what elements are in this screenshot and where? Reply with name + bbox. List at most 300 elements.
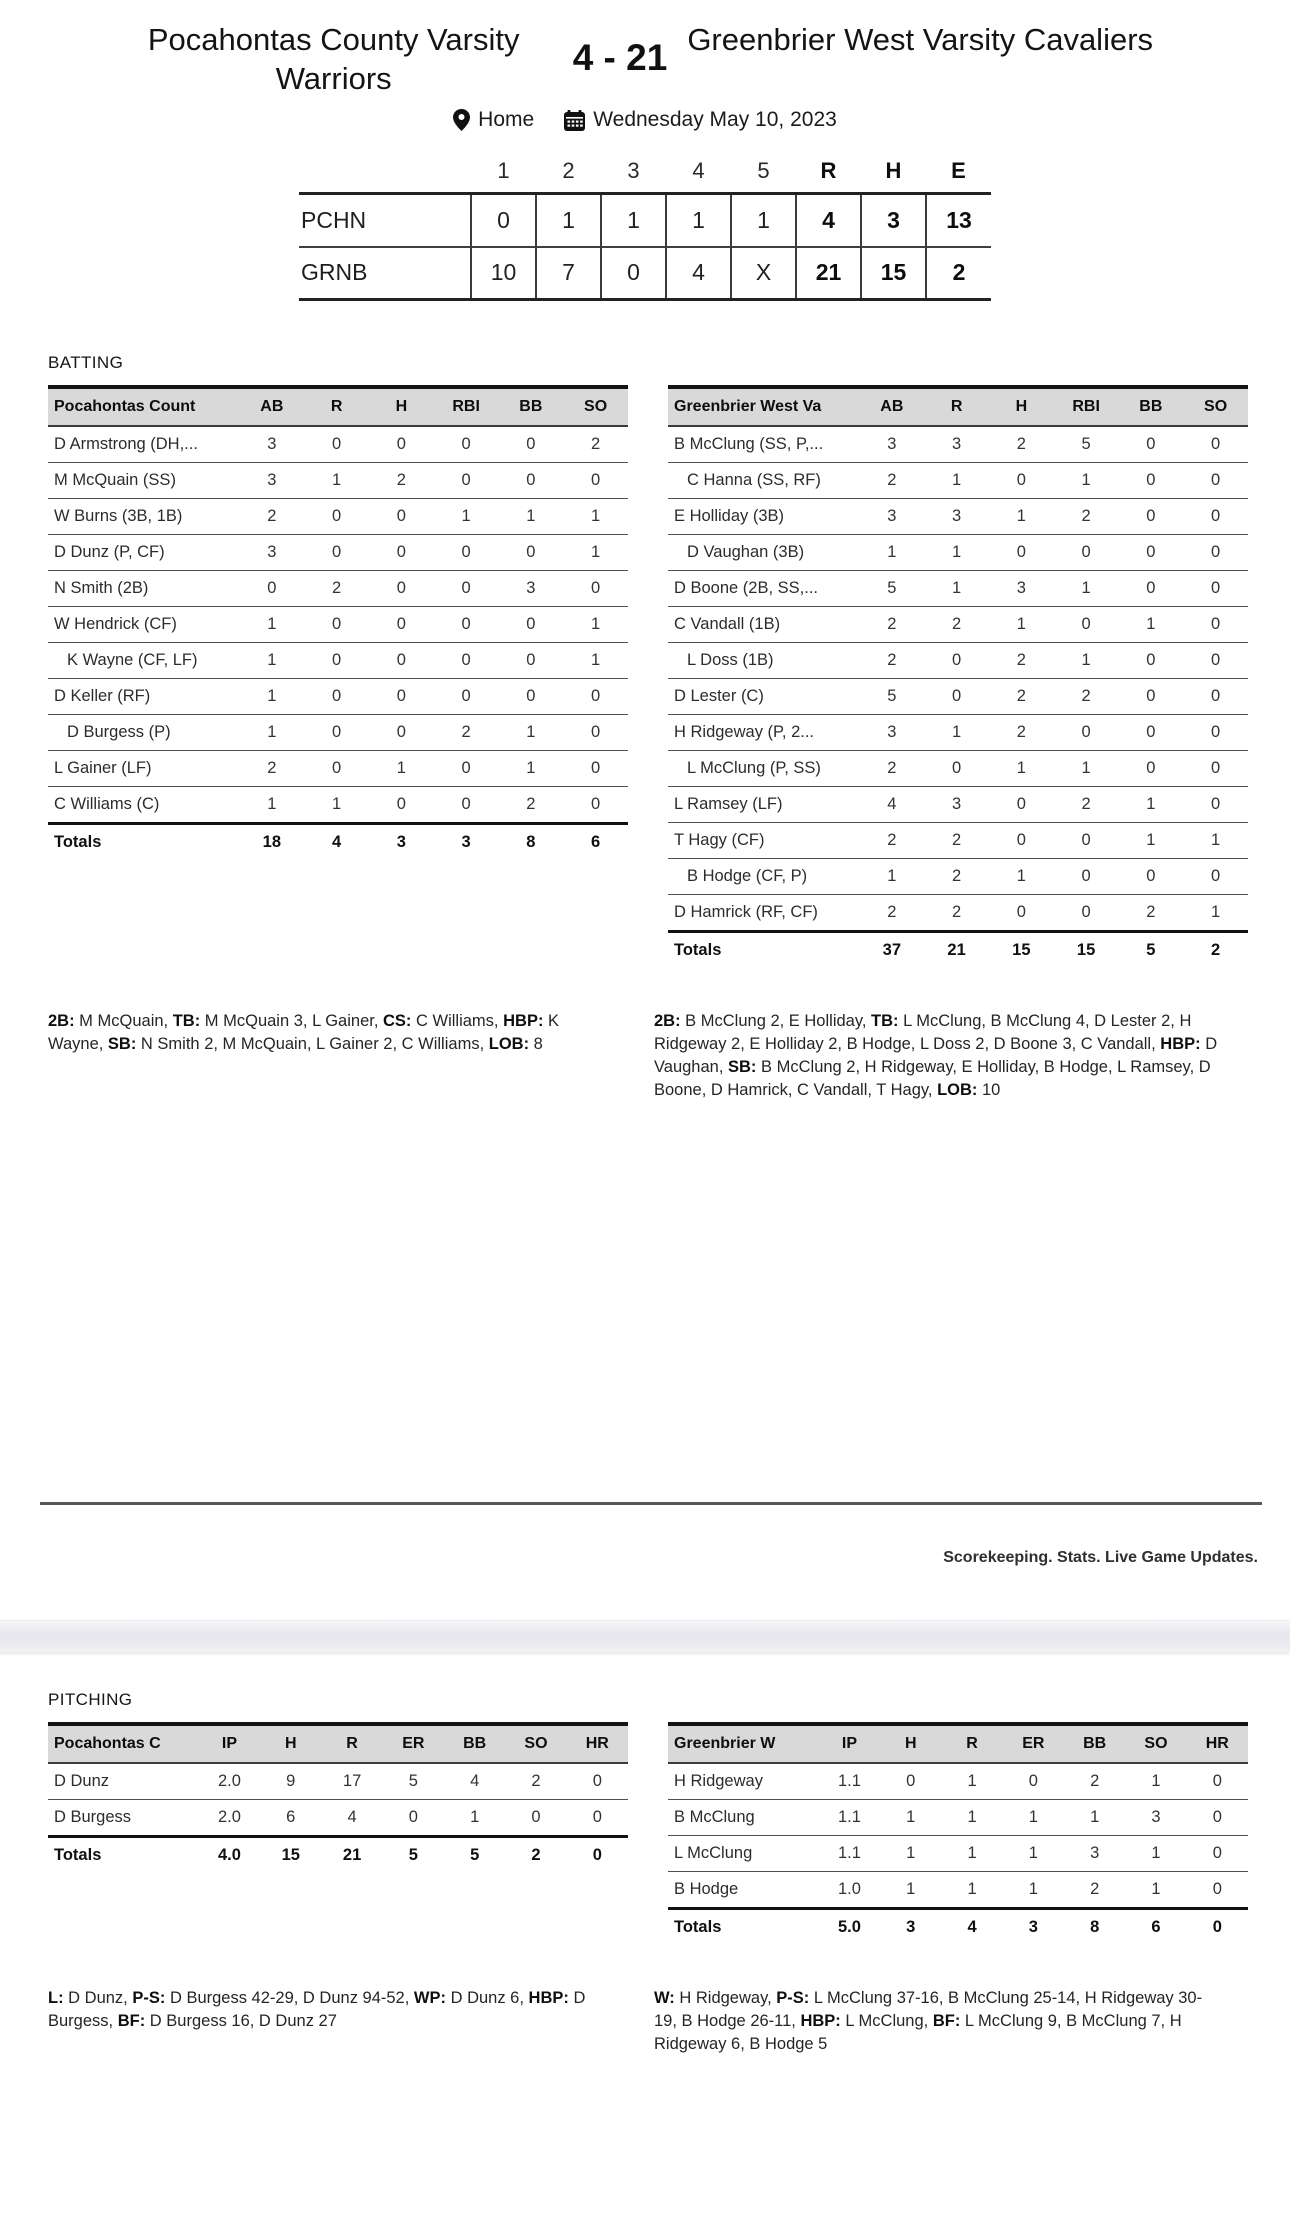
stat-cell: 3 bbox=[887, 723, 897, 741]
stat-cell: 0 bbox=[1016, 831, 1026, 849]
app-tagline: Scorekeeping. Stats. Live Game Updates. bbox=[943, 1549, 1258, 1566]
stat-cell: 1 bbox=[332, 795, 342, 813]
player-row bbox=[48, 787, 628, 824]
linescore-cell: 7 bbox=[536, 247, 601, 300]
player-name-cell: D Hamrick (RF, CF) bbox=[674, 903, 818, 921]
stat-cell: 0 bbox=[1211, 435, 1221, 453]
stat-cell: 1 bbox=[591, 615, 601, 633]
stat-cell: 0 bbox=[1016, 471, 1026, 489]
stat-cell: 0 bbox=[396, 687, 406, 705]
stat-cell: 0 bbox=[461, 651, 471, 669]
player-row bbox=[48, 679, 628, 715]
stat-cell: 21 bbox=[342, 1846, 362, 1864]
linescore-col-header: E bbox=[951, 158, 966, 183]
stat-cell: 0 bbox=[531, 1808, 541, 1826]
stat-cell: 1.0 bbox=[838, 1880, 861, 1898]
stat-cell: 0 bbox=[461, 615, 471, 633]
pitching-away-col bbox=[48, 1722, 628, 1945]
totals-row bbox=[668, 932, 1248, 969]
column-header: H bbox=[904, 1735, 917, 1752]
linescore-cell: 4 bbox=[796, 194, 861, 247]
player-name-cell: W Burns (3B, 1B) bbox=[54, 507, 183, 525]
away-team-name: Pocahontas County Varsity Warriors bbox=[147, 22, 520, 96]
pitching-notes-home: W: H Ridgeway, P-S: L McClung 37-16, B McClung 25-14, H Ridgeway 30-19, B Hodge 26-11, HBP: L McClung, BF: L McClung 9, B McClung 7, H Ridgeway 6, B Hodge 5 bbox=[654, 1989, 1203, 2053]
stat-cell: 0 bbox=[461, 471, 471, 489]
player-name-cell: C Williams (C) bbox=[54, 795, 160, 813]
player-name-cell: D Vaughan (3B) bbox=[687, 543, 805, 561]
stat-cell: 0 bbox=[1016, 903, 1026, 921]
player-name-cell: H Ridgeway bbox=[674, 1772, 763, 1790]
player-row bbox=[668, 426, 1248, 463]
stat-cell: 1 bbox=[967, 1772, 977, 1790]
stat-cell: 0 bbox=[591, 579, 601, 597]
stat-cell: 0 bbox=[1146, 435, 1156, 453]
page-break-band bbox=[0, 1620, 1290, 1652]
stat-cell: 3 bbox=[267, 471, 277, 489]
stat-cell: 0 bbox=[332, 759, 342, 777]
stat-cell: 1 bbox=[967, 1880, 977, 1898]
stat-cell: 0 bbox=[396, 651, 406, 669]
player-name-cell: N Smith (2B) bbox=[54, 579, 149, 597]
player-name-cell: D Burgess (P) bbox=[67, 723, 171, 741]
player-row bbox=[668, 823, 1248, 859]
linescore-cell: 1 bbox=[731, 194, 796, 247]
stat-cell: 0 bbox=[396, 579, 406, 597]
stat-cell: 1 bbox=[526, 723, 536, 741]
location-label: Home bbox=[478, 108, 535, 131]
stat-cell: 0 bbox=[1211, 579, 1221, 597]
stat-cell: 0 bbox=[461, 579, 471, 597]
stat-cell: 0 bbox=[952, 759, 962, 777]
column-header: R bbox=[950, 398, 963, 415]
stat-cell: 1 bbox=[267, 795, 277, 813]
stat-cell: 1 bbox=[1081, 471, 1091, 489]
stat-cell: 2 bbox=[1016, 651, 1026, 669]
note-stat-label: L: bbox=[48, 1989, 64, 2007]
stat-cell: 2 bbox=[887, 903, 897, 921]
stat-cell: 1 bbox=[967, 1844, 977, 1862]
stat-cell: 1 bbox=[1211, 903, 1221, 921]
stat-cell: 1 bbox=[1146, 795, 1156, 813]
stat-cell: 0 bbox=[1146, 579, 1156, 597]
linescore-col-header: 2 bbox=[562, 158, 575, 183]
column-header: BB bbox=[463, 1735, 487, 1752]
note-stat-label: WP: bbox=[413, 1989, 446, 2007]
player-row bbox=[668, 499, 1248, 535]
column-header: IP bbox=[841, 1735, 858, 1752]
player-row bbox=[668, 571, 1248, 607]
batting-table-away bbox=[48, 385, 628, 860]
stat-cell: 1 bbox=[267, 723, 277, 741]
player-row bbox=[668, 607, 1248, 643]
stat-cell: 0 bbox=[1211, 471, 1221, 489]
stat-cell: 0 bbox=[332, 723, 342, 741]
player-name-cell: H Ridgeway (P, 2... bbox=[674, 723, 815, 741]
stat-cell: 1 bbox=[526, 507, 536, 525]
date-label: Wednesday May 10, 2023 bbox=[593, 108, 837, 131]
stat-cell: 0 bbox=[396, 435, 406, 453]
stat-cell: 1 bbox=[1081, 651, 1091, 669]
stat-cell: 0 bbox=[396, 795, 406, 813]
linescore-row bbox=[299, 194, 991, 247]
stat-cell: 2.0 bbox=[218, 1808, 241, 1826]
stat-cell: 1 bbox=[267, 687, 277, 705]
stat-cell: 1 bbox=[1016, 507, 1026, 525]
pitching-table-away bbox=[48, 1722, 628, 1873]
note-stat-label: BF: bbox=[117, 2012, 146, 2030]
column-header: H bbox=[1015, 398, 1028, 415]
linescore-cell: 1 bbox=[536, 194, 601, 247]
stat-cell: 0 bbox=[591, 687, 601, 705]
player-name-cell: B Hodge bbox=[674, 1880, 739, 1898]
stat-cell: 0 bbox=[592, 1846, 602, 1864]
team-header-cell: Greenbrier W bbox=[674, 1735, 776, 1752]
stat-cell: 15 bbox=[281, 1846, 300, 1864]
batting-section-title: BATTING bbox=[48, 353, 124, 372]
scoreboard-header bbox=[0, 20, 1290, 98]
stat-cell: 2 bbox=[461, 723, 471, 741]
stat-cell: 1 bbox=[591, 651, 601, 669]
stat-cell: 0 bbox=[332, 651, 342, 669]
stat-cell: 1 bbox=[1016, 759, 1026, 777]
linescore-cell: 2 bbox=[926, 247, 991, 300]
stat-cell: 3 bbox=[1028, 1918, 1038, 1936]
stat-cell: 0 bbox=[1212, 1772, 1222, 1790]
stat-cell: 5 bbox=[887, 579, 897, 597]
column-header: RBI bbox=[1072, 398, 1100, 415]
player-row bbox=[668, 895, 1248, 932]
stat-cell: 1 bbox=[1151, 1880, 1161, 1898]
stat-cell: 0 bbox=[1081, 615, 1091, 633]
stat-cell: 6 bbox=[591, 833, 601, 851]
batting-table-home bbox=[668, 385, 1248, 968]
column-header: R bbox=[346, 1735, 358, 1752]
stat-cell: 4 bbox=[332, 833, 342, 851]
location-pin-icon bbox=[453, 109, 470, 131]
column-header: AB bbox=[880, 398, 904, 415]
linescore-col-header: 1 bbox=[497, 158, 510, 183]
stat-cell: 0 bbox=[526, 543, 536, 561]
stat-cell: 0 bbox=[526, 435, 536, 453]
player-name-cell: B Hodge (CF, P) bbox=[687, 867, 808, 885]
linescore-cell: 1 bbox=[601, 194, 666, 247]
player-name-cell: L Gainer (LF) bbox=[54, 759, 152, 777]
stat-cell: 0 bbox=[1146, 867, 1156, 885]
player-row bbox=[48, 426, 628, 463]
stat-cell: 2 bbox=[396, 471, 406, 489]
stat-cell: 0 bbox=[461, 543, 471, 561]
stat-cell: 2 bbox=[887, 651, 897, 669]
batting-notes-away: 2B: M McQuain, TB: M McQuain 3, L Gainer, CS: C Williams, HBP: K Wayne, SB: N Smith 2, M McQuain, L Gainer 2, C Williams, LOB: 8 bbox=[48, 1012, 560, 1053]
stat-cell: 0 bbox=[332, 687, 342, 705]
stat-cell: 1 bbox=[952, 723, 962, 741]
stat-cell: 0 bbox=[1146, 507, 1156, 525]
pitching-notes-away: L: D Dunz, P-S: D Burgess 42-29, D Dunz 94-52, WP: D Dunz 6, HBP: D Burgess, BF: D Burgess 16, D Dunz 27 bbox=[48, 1989, 586, 2030]
stat-cell: 1 bbox=[267, 651, 277, 669]
stat-cell: 0 bbox=[1211, 867, 1221, 885]
stat-cell: 4 bbox=[347, 1808, 357, 1826]
stat-cell: 0 bbox=[1212, 1880, 1222, 1898]
stat-cell: 1 bbox=[952, 471, 962, 489]
column-header: R bbox=[330, 398, 343, 415]
stat-cell: 2 bbox=[332, 579, 342, 597]
stat-cell: 2 bbox=[1016, 687, 1026, 705]
stat-cell: 0 bbox=[592, 1772, 602, 1790]
player-name-cell: D Lester (C) bbox=[674, 687, 764, 705]
player-row bbox=[48, 715, 628, 751]
column-header: HR bbox=[1205, 1735, 1229, 1752]
column-header: H bbox=[395, 398, 408, 415]
note-stat-label: SB: bbox=[728, 1058, 757, 1076]
stat-cell: 1 bbox=[887, 543, 897, 561]
linescore-col-header: H bbox=[885, 158, 902, 183]
stat-header-row bbox=[48, 1724, 628, 1763]
player-row bbox=[48, 1800, 628, 1837]
player-row bbox=[668, 787, 1248, 823]
team-header-cell: Pocahontas C bbox=[54, 1735, 161, 1752]
stat-cell: 0 bbox=[1211, 723, 1221, 741]
stat-cell: 5 bbox=[470, 1846, 480, 1864]
player-name-cell: W Hendrick (CF) bbox=[54, 615, 177, 633]
stat-cell: 0 bbox=[332, 615, 342, 633]
linescore-cell: 10 bbox=[471, 247, 536, 300]
game-location bbox=[453, 108, 534, 132]
player-name-cell: B McClung bbox=[674, 1808, 755, 1826]
stat-cell: 2 bbox=[531, 1772, 541, 1790]
note-stat-label: CS: bbox=[383, 1012, 412, 1030]
calendar-icon bbox=[564, 110, 585, 131]
stat-cell: 3 bbox=[1151, 1808, 1161, 1826]
linescore-col-header: 3 bbox=[627, 158, 640, 183]
column-header: R bbox=[966, 1735, 978, 1752]
stat-cell: 2 bbox=[952, 831, 962, 849]
stat-cell: 4 bbox=[967, 1918, 977, 1936]
player-name-cell: B McClung (SS, P,... bbox=[674, 435, 824, 453]
note-stat-label: P-S: bbox=[132, 1989, 166, 2007]
stat-cell: 0 bbox=[1211, 795, 1221, 813]
linescore-table bbox=[299, 158, 991, 301]
stat-cell: 0 bbox=[591, 471, 601, 489]
player-name-cell: D Keller (RF) bbox=[54, 687, 151, 705]
player-row bbox=[668, 643, 1248, 679]
column-header: IP bbox=[221, 1735, 238, 1752]
player-row bbox=[48, 571, 628, 607]
stat-header-row bbox=[668, 387, 1248, 426]
stat-cell: 0 bbox=[332, 507, 342, 525]
player-row bbox=[668, 463, 1248, 499]
stat-cell: 1 bbox=[906, 1808, 916, 1826]
batting-notes-row bbox=[0, 1010, 1290, 1102]
note-stat-label: TB: bbox=[172, 1012, 201, 1030]
stat-cell: 2.0 bbox=[218, 1772, 241, 1790]
stat-cell: 5 bbox=[408, 1772, 418, 1790]
stat-cell: 0 bbox=[591, 723, 601, 741]
stat-cell: 1 bbox=[906, 1844, 916, 1862]
stat-cell: 1 bbox=[267, 615, 277, 633]
stat-cell: 8 bbox=[526, 833, 536, 851]
player-name-cell: L Doss (1B) bbox=[687, 651, 774, 669]
stat-cell: 3 bbox=[887, 435, 897, 453]
player-row bbox=[48, 499, 628, 535]
stat-cell: 2 bbox=[267, 759, 277, 777]
stat-cell: 1 bbox=[1151, 1844, 1161, 1862]
stat-cell: 2 bbox=[1016, 435, 1026, 453]
stat-cell: 1.1 bbox=[838, 1772, 861, 1790]
note-stat-label: HBP: bbox=[800, 2012, 841, 2030]
stat-cell: 1 bbox=[1016, 867, 1026, 885]
stat-cell: 2 bbox=[267, 507, 277, 525]
stat-cell: 2 bbox=[531, 1846, 541, 1864]
batting-home-col bbox=[668, 385, 1248, 968]
stat-cell: 2 bbox=[1016, 723, 1026, 741]
note-stat-label: W: bbox=[654, 1989, 675, 2007]
totals-row bbox=[668, 1909, 1248, 1946]
stat-cell: 2 bbox=[952, 903, 962, 921]
stat-cell: 4 bbox=[887, 795, 897, 813]
stat-cell: 0 bbox=[1211, 687, 1221, 705]
game-date bbox=[564, 108, 837, 132]
stat-cell: 0 bbox=[1211, 543, 1221, 561]
team-header-cell: Pocahontas Count bbox=[54, 398, 196, 415]
player-row bbox=[48, 643, 628, 679]
stat-cell: 0 bbox=[1146, 471, 1156, 489]
stat-cell: 1 bbox=[1081, 579, 1091, 597]
linescore-team-col bbox=[299, 158, 471, 194]
stat-cell: 0 bbox=[1146, 723, 1156, 741]
totals-label-cell: Totals bbox=[674, 941, 722, 959]
stat-cell: 3 bbox=[1090, 1844, 1100, 1862]
stat-cell: 1 bbox=[470, 1808, 480, 1826]
stat-cell: 0 bbox=[396, 543, 406, 561]
home-team-name: Greenbrier West Varsity Cavaliers bbox=[687, 22, 1154, 57]
stat-cell: 3 bbox=[526, 579, 536, 597]
stat-cell: 1 bbox=[906, 1880, 916, 1898]
stat-cell: 1 bbox=[1146, 615, 1156, 633]
stat-cell: 2 bbox=[1081, 687, 1091, 705]
column-header: SO bbox=[1144, 1735, 1168, 1752]
stat-cell: 6 bbox=[1151, 1918, 1161, 1936]
player-row bbox=[48, 751, 628, 787]
player-name-cell: D Burgess bbox=[54, 1808, 132, 1826]
linescore-cell: 1 bbox=[666, 194, 731, 247]
column-header: SO bbox=[1204, 398, 1228, 415]
stat-cell: 0 bbox=[332, 435, 342, 453]
stat-cell: 1 bbox=[952, 579, 962, 597]
stat-cell: 15 bbox=[1076, 941, 1096, 959]
player-name-cell: T Hagy (CF) bbox=[674, 831, 765, 849]
stat-cell: 0 bbox=[1146, 687, 1156, 705]
stat-cell: 1 bbox=[1211, 831, 1221, 849]
stat-cell: 1 bbox=[1028, 1844, 1038, 1862]
stat-cell: 3 bbox=[887, 507, 897, 525]
stat-cell: 1 bbox=[1081, 759, 1091, 777]
stat-cell: 2 bbox=[1081, 507, 1091, 525]
pitching-home-col bbox=[668, 1722, 1248, 1945]
linescore-team-label: GRNB bbox=[301, 259, 368, 286]
player-row bbox=[668, 679, 1248, 715]
player-row bbox=[668, 1872, 1248, 1909]
column-header: BB bbox=[1139, 398, 1163, 415]
stat-cell: 0 bbox=[461, 795, 471, 813]
stat-cell: 2 bbox=[887, 615, 897, 633]
stat-cell: 2 bbox=[952, 615, 962, 633]
note-stat-label: LOB: bbox=[488, 1035, 530, 1053]
stat-cell: 0 bbox=[1016, 543, 1026, 561]
player-row bbox=[48, 463, 628, 499]
stat-cell: 0 bbox=[1211, 507, 1221, 525]
stat-cell: 0 bbox=[906, 1772, 916, 1790]
stat-cell: 0 bbox=[267, 579, 277, 597]
pitching-tables-row bbox=[0, 1722, 1290, 1945]
note-stat-label: HBP: bbox=[1160, 1035, 1201, 1053]
column-header: BB bbox=[519, 398, 543, 415]
note-stat-label: HBP: bbox=[528, 1989, 569, 2007]
player-row bbox=[48, 1763, 628, 1800]
linescore-col-header: 4 bbox=[692, 158, 705, 183]
linescore-col-header: R bbox=[820, 158, 837, 183]
player-row bbox=[668, 1836, 1248, 1872]
stat-cell: 1 bbox=[1028, 1880, 1038, 1898]
stat-cell: 1 bbox=[1090, 1808, 1100, 1826]
player-name-cell: M McQuain (SS) bbox=[54, 471, 176, 489]
linescore-team-label: PCHN bbox=[301, 206, 367, 233]
stat-cell: 0 bbox=[1146, 759, 1156, 777]
stat-cell: 2 bbox=[526, 795, 536, 813]
pitching-section-title: PITCHING bbox=[48, 1690, 133, 1709]
stat-cell: 1 bbox=[1146, 831, 1156, 849]
stat-cell: 21 bbox=[947, 941, 966, 959]
stat-cell: 1 bbox=[967, 1808, 977, 1826]
stat-cell: 0 bbox=[1211, 651, 1221, 669]
totals-row bbox=[48, 824, 628, 861]
linescore-cell: 3 bbox=[861, 194, 926, 247]
player-row bbox=[668, 751, 1248, 787]
stat-cell: 1 bbox=[952, 543, 962, 561]
stat-cell: 0 bbox=[1211, 615, 1221, 633]
linescore-cell: 0 bbox=[601, 247, 666, 300]
linescore-header-row bbox=[299, 158, 991, 194]
stat-cell: 1 bbox=[526, 759, 536, 777]
stat-cell: 0 bbox=[396, 507, 406, 525]
player-row bbox=[48, 535, 628, 571]
stat-cell: 0 bbox=[526, 687, 536, 705]
note-stat-label: P-S: bbox=[776, 1989, 810, 2007]
column-header: BB bbox=[1083, 1735, 1107, 1752]
stat-cell: 5 bbox=[887, 687, 897, 705]
batting-away-col bbox=[48, 385, 628, 968]
stat-cell: 2 bbox=[952, 867, 962, 885]
stat-cell: 0 bbox=[1081, 903, 1091, 921]
player-name-cell: L McClung (P, SS) bbox=[687, 759, 821, 777]
note-stat-label: TB: bbox=[871, 1012, 899, 1030]
stat-cell: 5 bbox=[1146, 941, 1156, 959]
stat-cell: 2 bbox=[887, 831, 897, 849]
stat-cell: 1 bbox=[1151, 1772, 1161, 1790]
linescore-cell: 15 bbox=[861, 247, 926, 300]
stat-cell: 5 bbox=[408, 1846, 418, 1864]
stat-cell: 3 bbox=[267, 435, 277, 453]
player-name-cell: D Dunz bbox=[54, 1772, 110, 1790]
stat-cell: 0 bbox=[461, 759, 471, 777]
stat-cell: 1 bbox=[591, 543, 601, 561]
linescore-row bbox=[299, 247, 991, 300]
stat-cell: 0 bbox=[396, 615, 406, 633]
stat-cell: 15 bbox=[1012, 941, 1031, 959]
stat-cell: 6 bbox=[286, 1808, 296, 1826]
stat-cell: 0 bbox=[461, 435, 471, 453]
stat-cell: 0 bbox=[1146, 651, 1156, 669]
stat-cell: 1 bbox=[1028, 1808, 1038, 1826]
